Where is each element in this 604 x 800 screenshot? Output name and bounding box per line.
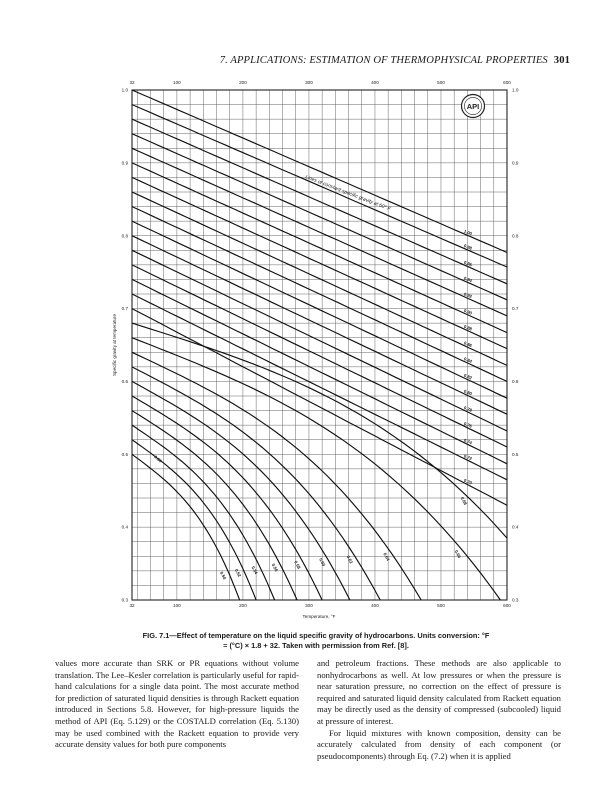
series-label: 0.90 — [463, 307, 473, 316]
x-tick-label-top: 200 — [239, 80, 247, 85]
series-line — [132, 192, 507, 365]
y-tick-label-left: 0.6 — [121, 379, 128, 385]
chart-series — [132, 90, 507, 600]
series-label: 0.62 — [345, 554, 354, 565]
x-tick-label-top: 400 — [371, 80, 379, 85]
series-label: 0.94 — [463, 275, 473, 284]
y-tick-label-left: 1.0 — [121, 87, 128, 93]
y-tick-label-right: 0.3 — [512, 597, 519, 603]
y-tick-label-left: 0.9 — [121, 160, 128, 166]
x-tick-label-bottom: 400 — [371, 603, 379, 608]
y-tick-label-right: 0.5 — [512, 451, 519, 457]
series-line — [132, 119, 507, 284]
series-label: 0.80 — [463, 388, 473, 397]
figure-caption: FIG. 7.1—Effect of temperature on the liquid specific gravity of hydrocarbons. Units conversion: °F = (°C) × 1.8 + 32. Taken with permission from Ref. [8]. — [142, 631, 490, 650]
series-label: 0.56 — [270, 562, 280, 573]
api-logo — [462, 95, 485, 118]
series-label: 0.98 — [463, 243, 473, 251]
series-line — [132, 105, 507, 267]
series-label: 0.76 — [463, 420, 473, 429]
x-tick-label-bottom: 100 — [173, 603, 181, 608]
y-axis-label: Specific gravity at temperature — [112, 313, 117, 377]
series-line — [132, 309, 507, 506]
running-title: 7. APPLICATIONS: ESTIMATION OF THERMOPHYSICAL PROPERTIES — [219, 55, 548, 66]
x-tick-label-bottom: 300 — [305, 603, 313, 608]
x-tick-label-top: 32 — [129, 80, 135, 85]
chart-annotation: Lines of constant specific gravity at 60° F — [304, 174, 392, 213]
plot-frame — [132, 90, 507, 600]
series-label: 0.50 — [219, 570, 228, 581]
x-tick-label-top: 100 — [173, 80, 181, 85]
series-label: 0.74 — [463, 437, 473, 446]
y-tick-label-left: 0.4 — [121, 524, 128, 530]
x-tick-label-top: 300 — [305, 80, 313, 85]
series-label: 0.68 — [459, 495, 468, 506]
series-label: 0.60 — [318, 557, 327, 567]
running-header — [120, 55, 570, 66]
series-line — [132, 381, 350, 600]
series-label: 0.64 — [382, 551, 391, 562]
series-label: 0.72 — [463, 453, 473, 462]
x-tick-label-bottom: 600 — [503, 603, 511, 608]
series-label: 0.50 — [153, 454, 163, 464]
series-label: 0.78 — [463, 405, 473, 413]
series-label: 0.92 — [463, 291, 473, 300]
y-tick-label-right: 0.9 — [512, 160, 519, 166]
series-label: 1.00 — [463, 228, 473, 237]
series-label: 0.82 — [463, 372, 473, 381]
axis-ticks — [122, 80, 519, 608]
series-label: 0.52 — [233, 567, 243, 578]
y-tick-label-right: 0.8 — [512, 233, 519, 239]
body-right-column — [317, 658, 561, 762]
x-tick-label-bottom: 32 — [129, 603, 135, 608]
body-paragraph: values more accurate than SRK or PR equations without volume translation. The Lee–Kesler correlation is particularly useful for rapid-hand calculations for a single data point. The most accurate method for prediction of saturated liquid densities is through Rackett equation introduced in Sections 5.8. However, for high-pressure liquids the method of API (Eq. 5.129) or the COSTALD correlation (Eq. 5.130) may be used combined with the Rackett equation to provide very accurate density values for both pure components — [55, 658, 299, 750]
y-tick-label-right: 1.0 — [512, 87, 519, 93]
series-label: 0.54 — [250, 565, 259, 576]
page-number: 301 — [553, 55, 570, 66]
x-tick-label-bottom: 200 — [239, 603, 247, 608]
series-label: 0.88 — [463, 323, 473, 332]
series-label: 0.66 — [453, 549, 463, 559]
series-line — [132, 134, 507, 300]
series-label: 0.70 — [463, 477, 473, 486]
y-tick-label-left: 0.5 — [121, 451, 128, 457]
series-line — [132, 411, 297, 600]
y-tick-label-right: 0.7 — [512, 306, 519, 312]
y-tick-label-right: 0.6 — [512, 379, 519, 385]
body-paragraph: For liquid mixtures with known composition, density can be accurately calculated from density of each component (or pseudocomponents) through Eq. (7.2) when it is applied — [317, 727, 561, 761]
specific-gravity-chart — [110, 72, 530, 620]
series-line — [132, 148, 507, 316]
body-left-column — [55, 658, 299, 751]
y-tick-label-left: 0.8 — [121, 233, 128, 239]
series-label: 0.84 — [463, 356, 473, 364]
body-paragraph: and petroleum fractions. These methods are also applicable to nonhydrocarbons as well. At low pressures or when the pressure is near saturation pressure, no correction on the effect of pressure is required and saturated liquid density calculated from Rackett equation may be directly used as the density of compressed (subcooled) liquid at pressure of interest. — [317, 658, 561, 726]
series-label: 0.58 — [293, 559, 302, 570]
y-tick-label-right: 0.4 — [512, 524, 519, 530]
x-tick-label-top: 500 — [437, 80, 445, 85]
x-tick-label-bottom: 500 — [437, 603, 445, 608]
series-line — [132, 265, 507, 447]
x-tick-label-top: 600 — [503, 80, 511, 85]
api-logo-text: API — [466, 102, 480, 111]
y-tick-label-left: 0.7 — [121, 306, 128, 312]
chart-grid — [132, 90, 507, 600]
series-label: 0.96 — [463, 259, 473, 268]
x-axis-label: Temperature, °F — [302, 614, 336, 619]
series-label: 0.86 — [463, 340, 473, 349]
series-line — [132, 90, 507, 253]
y-tick-label-left: 0.3 — [121, 597, 128, 603]
